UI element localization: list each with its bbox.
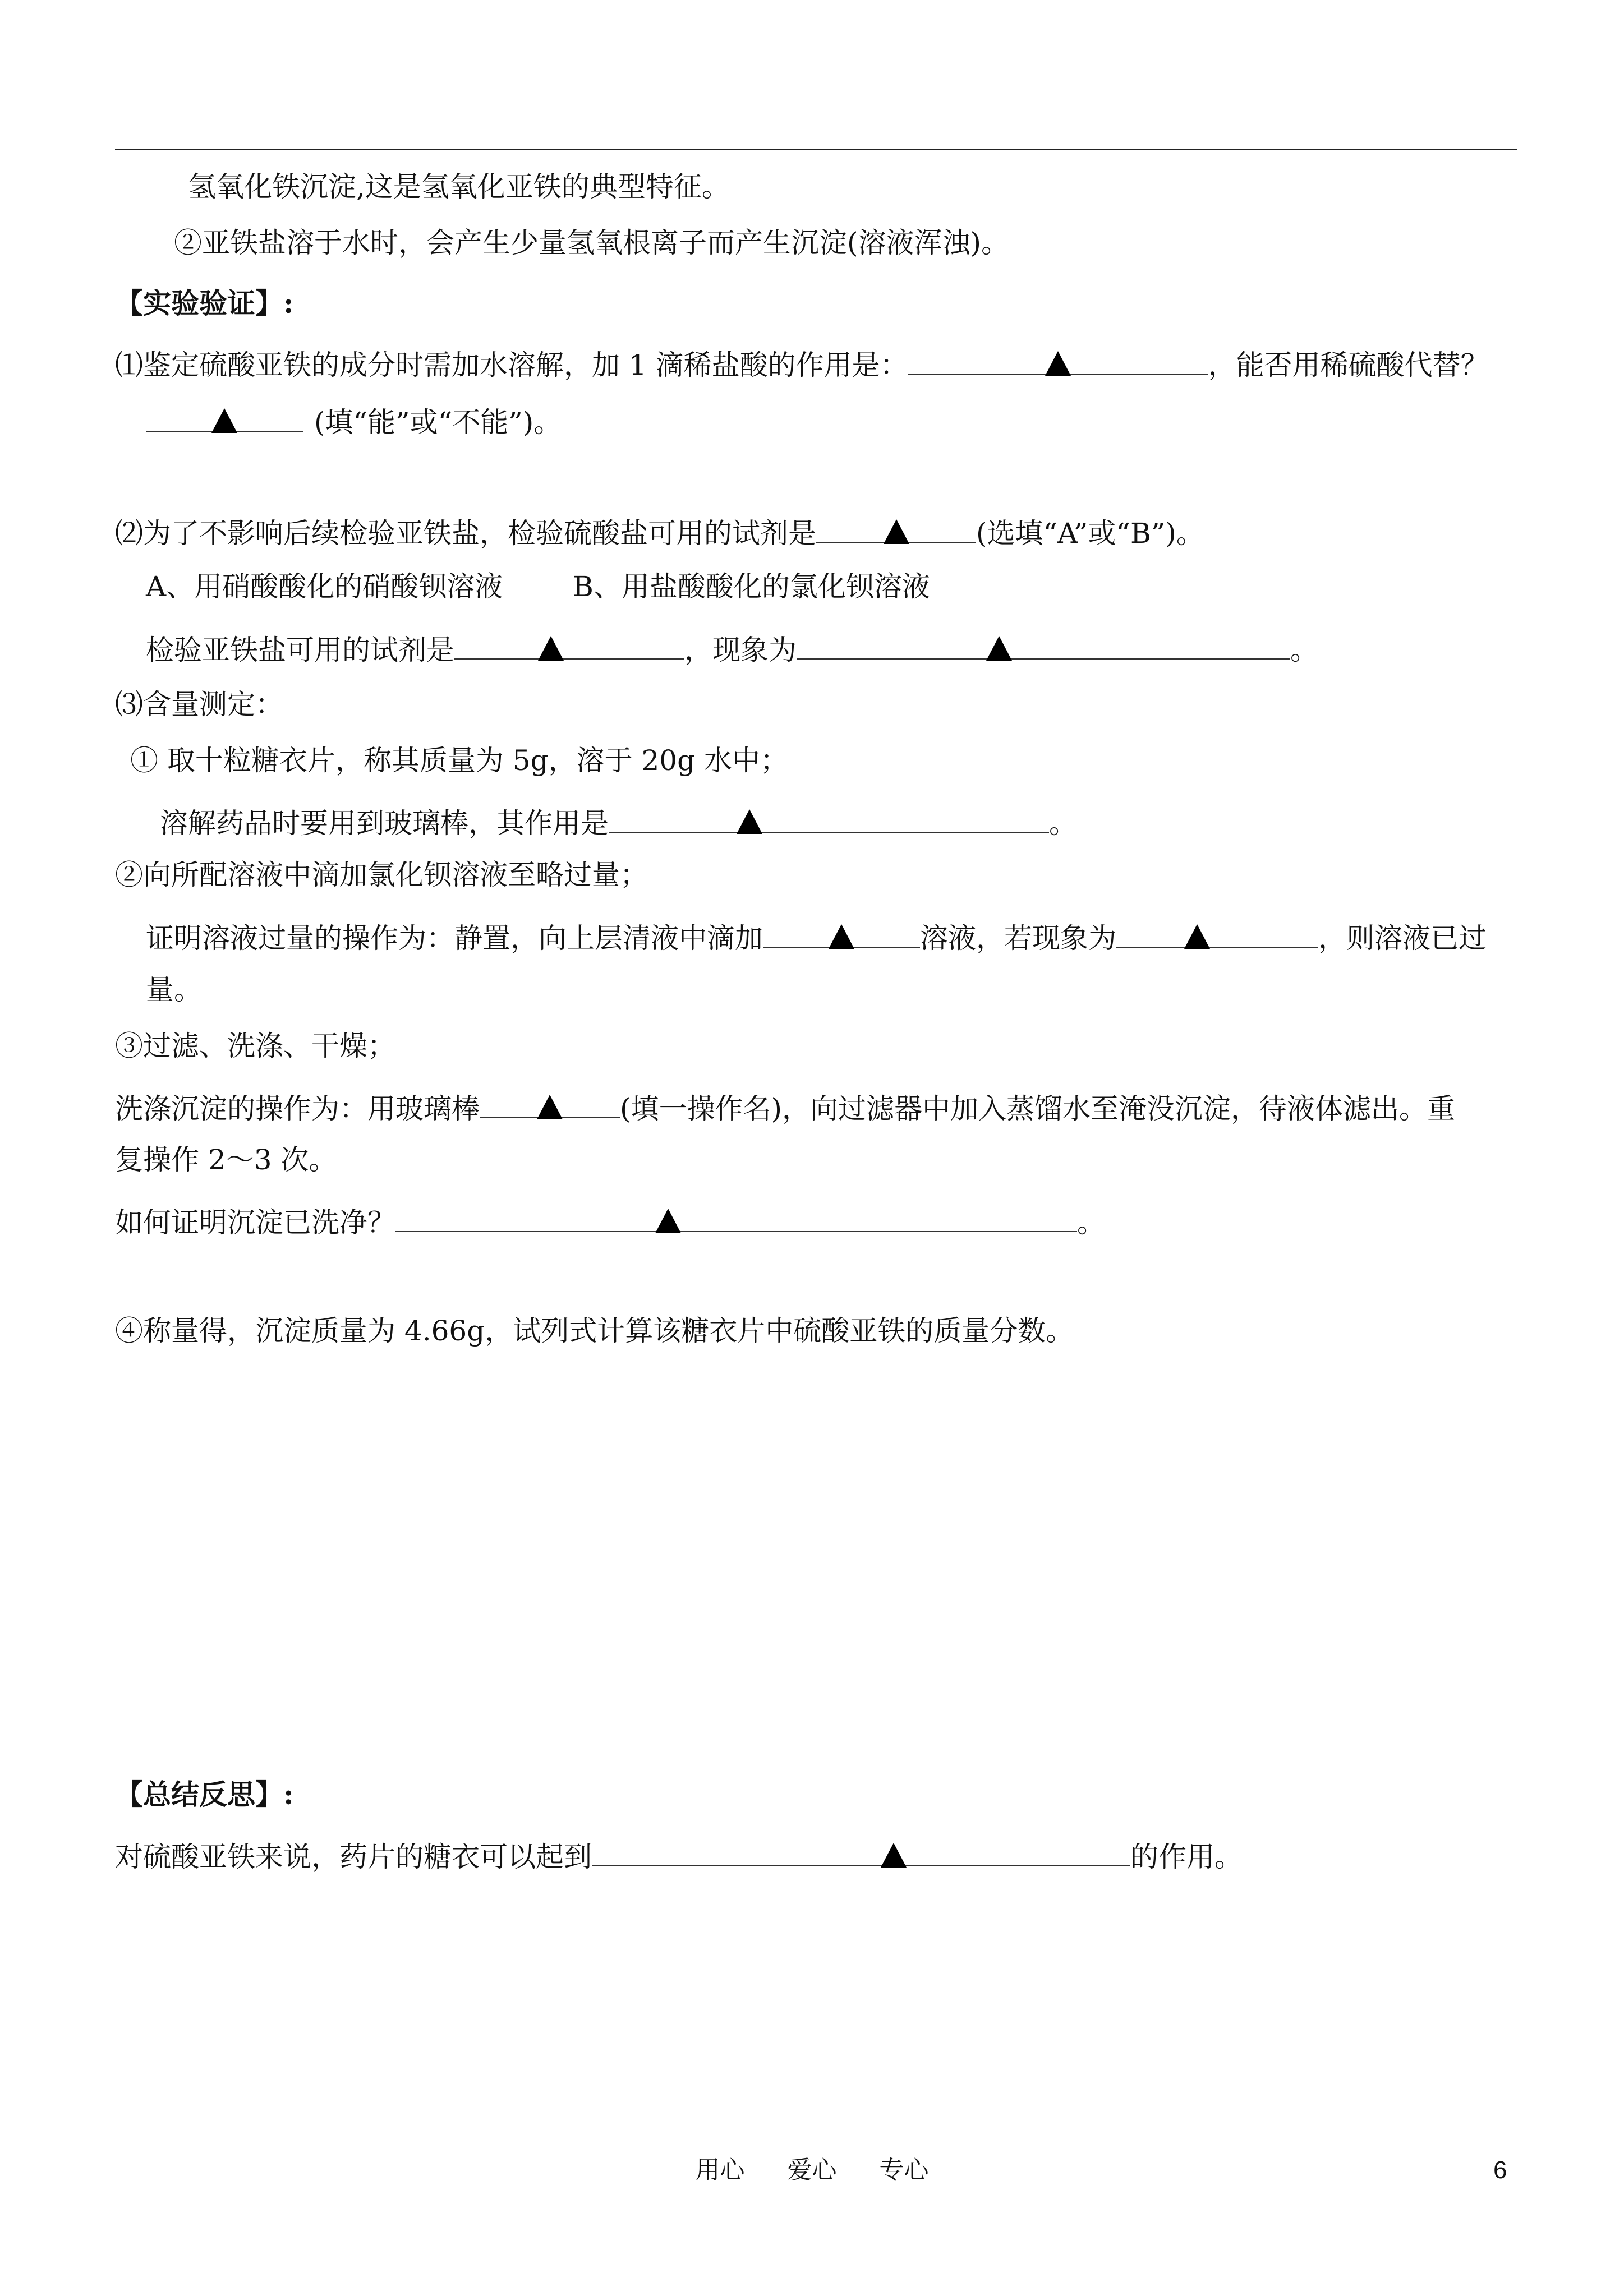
text: 量。 <box>146 974 202 1006</box>
answer-blank[interactable] <box>1116 914 1318 948</box>
question-1-cont <box>146 398 562 439</box>
answer-blank[interactable] <box>592 1833 1130 1866</box>
question-3 <box>115 686 283 723</box>
answer-blank[interactable] <box>609 799 1049 833</box>
answer-blank[interactable] <box>763 914 920 948</box>
triangle-icon <box>884 519 909 544</box>
heading-text: 【总结反思】: <box>115 1778 294 1811</box>
question-3-step-4 <box>115 1312 1074 1349</box>
triangle-icon <box>829 924 854 949</box>
text: ⑵为了不影响后续检验亚铁盐，检验硫酸盐可用的试剂是 <box>115 517 816 550</box>
answer-blank[interactable] <box>797 626 1290 660</box>
question-2 <box>115 509 1204 550</box>
question-3-step-3-wash <box>115 1085 1456 1125</box>
answer-blank[interactable] <box>816 509 976 543</box>
text: 的作用。 <box>1130 1841 1243 1873</box>
triangle-icon <box>881 1843 907 1868</box>
section-heading-summary <box>115 1776 293 1813</box>
text: ，能否用稀硫酸代替？ <box>1208 349 1489 381</box>
question-2-cont <box>146 626 1318 666</box>
header-rule <box>115 149 1517 150</box>
text: ，则溶液已过 <box>1318 922 1487 955</box>
text: ⑴鉴定硫酸亚铁的成分时需加水溶解，加 1 滴稀盐酸的作用是： <box>115 349 908 381</box>
text-line <box>188 168 730 205</box>
option-a: A、用硝酸酸化的硝酸钡溶液 <box>146 570 503 603</box>
triangle-icon <box>737 809 762 834</box>
question-3-step-3 <box>115 1027 395 1064</box>
answer-blank[interactable] <box>454 626 684 660</box>
question-1 <box>115 341 1489 381</box>
text: ④称量得，沉淀质量为 4.66g，试列式计算该糖衣片中硫酸亚铁的质量分数。 <box>115 1315 1074 1347</box>
text: 。 <box>1290 634 1318 666</box>
question-2-options <box>146 568 930 605</box>
triangle-icon <box>1184 924 1210 949</box>
answer-blank[interactable] <box>908 341 1208 375</box>
text: 溶解药品时要用到玻璃棒，其作用是 <box>160 807 609 840</box>
text: ③过滤、洗涤、干燥； <box>115 1030 395 1062</box>
triangle-icon <box>986 636 1012 661</box>
question-3-step-2 <box>115 856 648 893</box>
text: 。 <box>1077 1206 1105 1239</box>
text: 复操作 2～3 次。 <box>115 1144 337 1176</box>
footer-word: 专心 <box>879 2156 929 2184</box>
summary-question <box>115 1833 1243 1873</box>
triangle-icon <box>655 1209 681 1233</box>
text: ① 取十粒糖衣片，称其质量为 5g，溶于 20g 水中； <box>130 744 789 777</box>
text: ②向所配溶液中滴加氯化钡溶液至略过量； <box>115 859 648 891</box>
question-3-step-1 <box>130 742 788 779</box>
text: 证明溶液过量的操作为：静置，向上层清液中滴加 <box>146 922 763 955</box>
footer-word: 用心 <box>695 2156 745 2184</box>
footer-word: 爱心 <box>787 2156 837 2184</box>
answer-blank[interactable] <box>395 1198 1077 1232</box>
text: (填“能”或“不能”)。 <box>314 406 562 439</box>
text-line <box>174 224 1009 261</box>
question-3-step-3-proof <box>115 1198 1105 1239</box>
question-3-step-2-cont <box>146 914 1487 955</box>
text: 。 <box>1049 807 1077 840</box>
text: 洗涤沉淀的操作为：用玻璃棒 <box>115 1092 480 1125</box>
question-3-step-3-repeat <box>115 1141 337 1178</box>
triangle-icon <box>1045 351 1071 376</box>
text: ，现象为 <box>684 634 797 666</box>
text: (填一操作名)，向过滤器中加入蒸馏水至淹没沉淀，待液体滤出。重 <box>620 1092 1456 1125</box>
footer-motto <box>0 2154 1624 2187</box>
text: 氢氧化铁沉淀,这是氢氧化亚铁的典型特征。 <box>188 170 730 203</box>
text: ⑶含量测定： <box>115 688 283 721</box>
option-b: B、用盐酸酸化的氯化钡溶液 <box>573 570 930 603</box>
text: 检验亚铁盐可用的试剂是 <box>146 634 454 666</box>
section-heading-verify <box>115 285 293 322</box>
question-3-step-2-end <box>146 971 202 1008</box>
answer-blank[interactable] <box>480 1085 620 1118</box>
text: 如何证明沉淀已洗净？ <box>115 1206 395 1239</box>
text: 溶液，若现象为 <box>920 922 1116 955</box>
heading-text: 【实验验证】: <box>115 287 294 320</box>
page-number: 6 <box>1493 2156 1507 2184</box>
triangle-icon <box>538 636 564 661</box>
triangle-icon <box>211 408 237 433</box>
text: (选填“A”或“B”)。 <box>976 517 1204 550</box>
text: 对硫酸亚铁来说，药片的糖衣可以起到 <box>115 1841 592 1873</box>
text: ②亚铁盐溶于水时，会产生少量氢氧根离子而产生沉淀(溶液浑浊)。 <box>174 227 1010 259</box>
triangle-icon <box>537 1095 563 1119</box>
question-3-step-1-cont <box>160 799 1077 840</box>
answer-blank[interactable] <box>146 398 303 432</box>
